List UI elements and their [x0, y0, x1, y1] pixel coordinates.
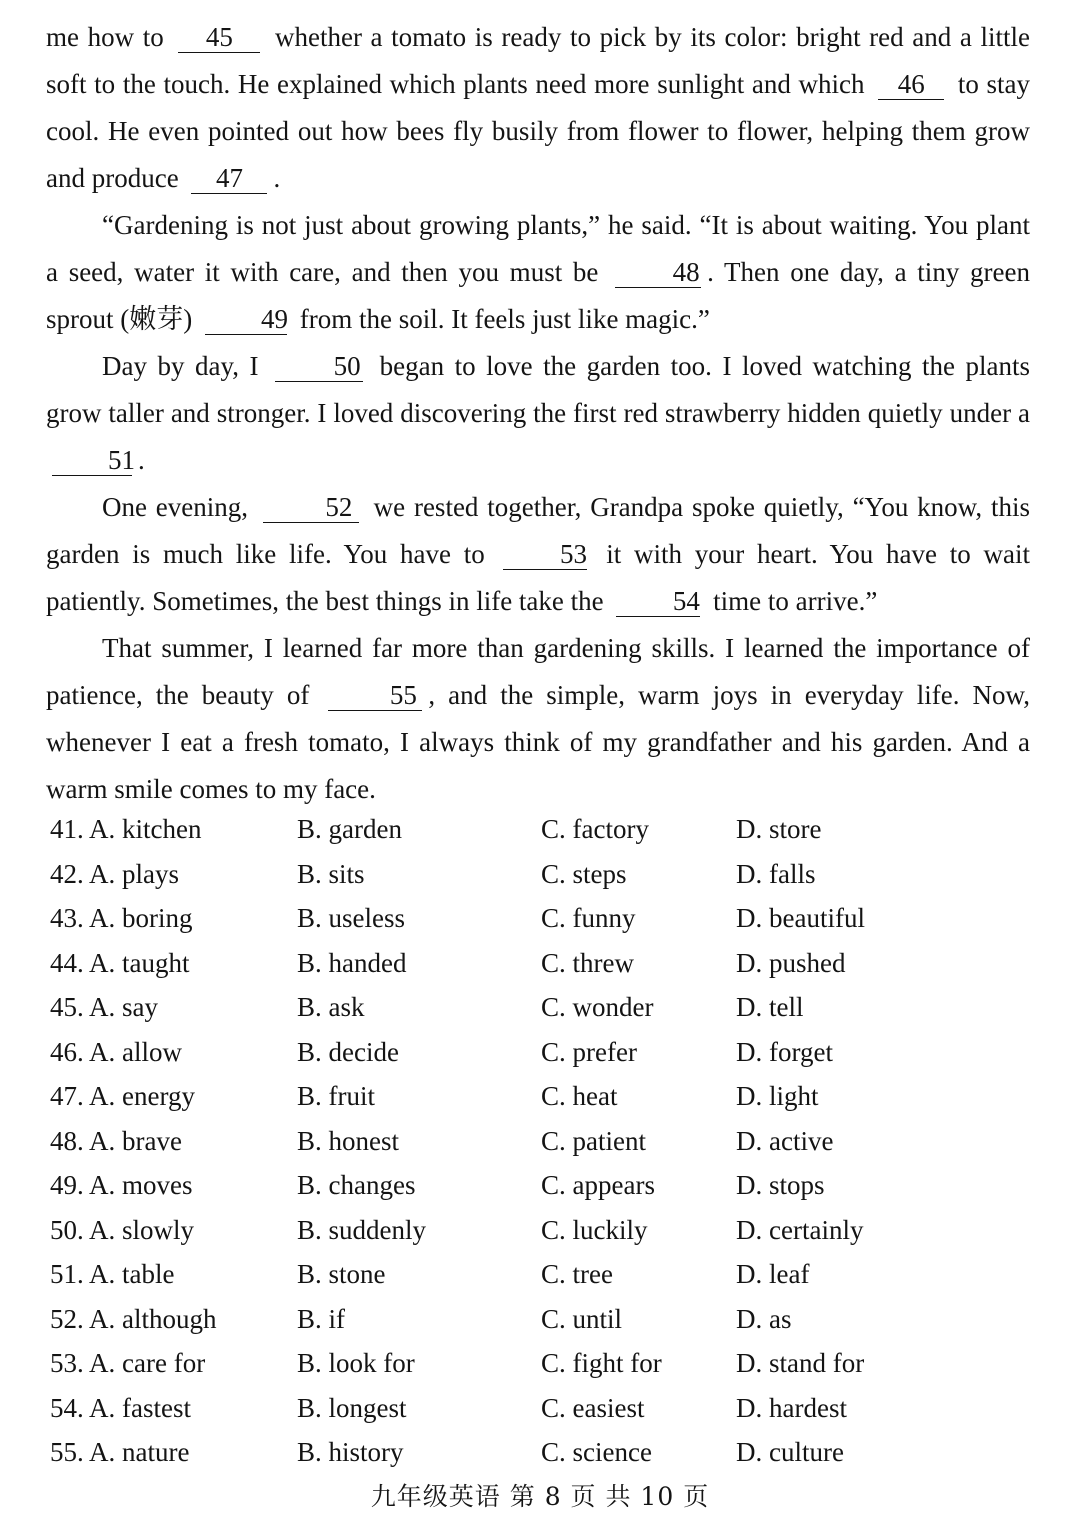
- option-c: C. science: [541, 1437, 652, 1467]
- option-a: 52. A. although: [50, 1303, 217, 1334]
- text: me how to: [46, 22, 173, 52]
- text: it with your heart. You have to wait patiently. Sometimes, the best things in life take the: [46, 539, 1030, 616]
- question-row: [50, 1259, 1050, 1304]
- text: .: [273, 163, 281, 193]
- option-a: 41. A. kitchen: [50, 814, 202, 844]
- option-a: 48. A. brave: [50, 1125, 182, 1156]
- text: .: [138, 445, 145, 475]
- blank-53: 53: [503, 539, 587, 570]
- option-b: B. history: [297, 1437, 404, 1467]
- blank-50: 50: [275, 351, 363, 382]
- blank-47: 47: [191, 163, 267, 194]
- option-b: B. look for: [297, 1348, 415, 1378]
- cloze-passage: [46, 14, 1030, 813]
- option-a: 55. A. nature: [50, 1437, 190, 1467]
- question-row: [50, 903, 1050, 948]
- option-c: C. tree: [541, 1259, 613, 1289]
- question-row: [50, 992, 1050, 1037]
- question-row: [50, 1126, 1050, 1171]
- text: to stay cool. He even pointed out how bees fly busily from flower to flower, helping them grow and produce: [46, 69, 1031, 193]
- question-row: [50, 1215, 1050, 1260]
- paragraph-5: [46, 625, 1030, 813]
- blank-46: 46: [878, 69, 944, 100]
- blank-48: 48: [615, 257, 701, 288]
- option-b: B. if: [297, 1303, 346, 1334]
- paragraph-3: [46, 343, 1030, 484]
- option-c: C. funny: [541, 903, 636, 933]
- option-b: B. garden: [297, 814, 402, 844]
- question-row: [50, 1170, 1050, 1215]
- text: . Then one day, a tiny green sprout (嫩芽): [46, 257, 1030, 334]
- option-c: C. prefer: [541, 1036, 637, 1067]
- option-b: B. useless: [297, 903, 405, 933]
- page-footer: 九年级英语 第 8 页 共 10 页: [370, 1482, 710, 1511]
- option-d: D. hardest: [736, 1392, 847, 1423]
- blank-54: 54: [616, 586, 700, 617]
- option-d: D. pushed: [736, 947, 846, 978]
- option-d: D. falls: [736, 858, 816, 889]
- option-d: D. as: [736, 1303, 792, 1334]
- option-b: B. fruit: [297, 1081, 375, 1111]
- option-a: 49. A. moves: [50, 1170, 193, 1200]
- text: began to love the garden too. I loved watching the plants grow taller and stronger. I loved discovering the first red strawberry hidden quietly under a: [46, 351, 1030, 428]
- paragraph-2: [46, 202, 1030, 343]
- option-d: D. tell: [736, 992, 804, 1022]
- option-a: 44. A. taught: [50, 947, 190, 978]
- option-a: 46. A. allow: [50, 1036, 182, 1067]
- option-d: D. culture: [736, 1437, 844, 1467]
- option-a: 54. A. fastest: [50, 1392, 191, 1423]
- option-a: 43. A. boring: [50, 903, 193, 933]
- option-d: D. active: [736, 1125, 834, 1156]
- blank-55: 55: [328, 680, 422, 711]
- option-a: 42. A. plays: [50, 858, 180, 889]
- text: we rested together, Grandpa spoke quietly, “You know, this garden is much like life. You have to: [46, 492, 1030, 569]
- option-c: C. patient: [541, 1125, 646, 1156]
- option-d: D. forget: [736, 1036, 833, 1067]
- answer-options: [50, 814, 1050, 1482]
- question-row: [50, 1348, 1050, 1393]
- question-row: [50, 1393, 1050, 1438]
- option-a: 53. A. care for: [50, 1348, 206, 1378]
- option-b: B. longest: [297, 1392, 407, 1423]
- option-d: D. store: [736, 814, 822, 844]
- paragraph-4: [46, 484, 1030, 625]
- question-row: [50, 948, 1050, 993]
- text: whether a tomato is ready to pick by its color: bright red and a little soft to the touch. He explained which plants need more sunlight and which: [46, 22, 1030, 99]
- text: One evening,: [102, 492, 257, 522]
- option-c: C. until: [541, 1303, 623, 1334]
- option-b: B. stone: [297, 1259, 386, 1289]
- option-b: B. handed: [297, 947, 407, 978]
- blank-51: 51: [52, 445, 132, 476]
- option-c: C. factory: [541, 814, 649, 844]
- text: “Gardening is not just about growing plants,” he said. “It is about waiting. You plant a seed, water it with care, and then you must be: [46, 210, 1030, 287]
- question-row: [50, 1304, 1050, 1349]
- paragraph-1: [46, 14, 1030, 202]
- option-c: C. wonder: [541, 992, 654, 1022]
- option-d: D. light: [736, 1081, 819, 1111]
- option-b: B. honest: [297, 1125, 400, 1156]
- option-c: C. luckily: [541, 1214, 648, 1245]
- question-row: [50, 1037, 1050, 1082]
- question-row: [50, 1081, 1050, 1126]
- blank-52: 52: [263, 492, 359, 523]
- question-row: [50, 1437, 1050, 1482]
- option-a: 50. A. slowly: [50, 1214, 195, 1245]
- question-row: [50, 814, 1050, 859]
- option-c: C. appears: [541, 1170, 655, 1200]
- option-b: B. decide: [297, 1036, 399, 1067]
- option-d: D. leaf: [736, 1259, 810, 1289]
- text: time to arrive.”: [706, 586, 878, 616]
- option-c: C. fight for: [541, 1348, 662, 1378]
- option-c: C. heat: [541, 1081, 618, 1111]
- option-d: D. beautiful: [736, 903, 865, 933]
- option-b: B. sits: [297, 858, 365, 889]
- text: That summer, I learned far more than gardening skills. I learned the importance of patience, the beauty of: [46, 633, 1030, 710]
- blank-49: 49: [205, 304, 287, 335]
- option-a: 51. A. table: [50, 1259, 175, 1289]
- option-c: C. steps: [541, 858, 627, 889]
- option-b: B. changes: [297, 1170, 416, 1200]
- option-c: C. easiest: [541, 1392, 645, 1423]
- blank-45: 45: [178, 22, 260, 53]
- option-d: D. certainly: [736, 1214, 864, 1245]
- option-d: D. stand for: [736, 1348, 865, 1378]
- question-row: [50, 859, 1050, 904]
- option-c: C. threw: [541, 947, 634, 978]
- option-a: 47. A. energy: [50, 1081, 195, 1111]
- text: , and the simple, warm joys in everyday life. Now, whenever I eat a fresh tomato, I always think of my grandfather and his garden. And a warm smile comes to my face.: [46, 680, 1030, 804]
- option-b: B. suddenly: [297, 1214, 427, 1245]
- text: Day by day, I: [102, 351, 270, 381]
- option-d: D. stops: [736, 1170, 825, 1200]
- option-b: B. ask: [297, 992, 365, 1022]
- text: from the soil. It feels just like magic.”: [292, 304, 710, 334]
- option-a: 45. A. say: [50, 992, 158, 1022]
